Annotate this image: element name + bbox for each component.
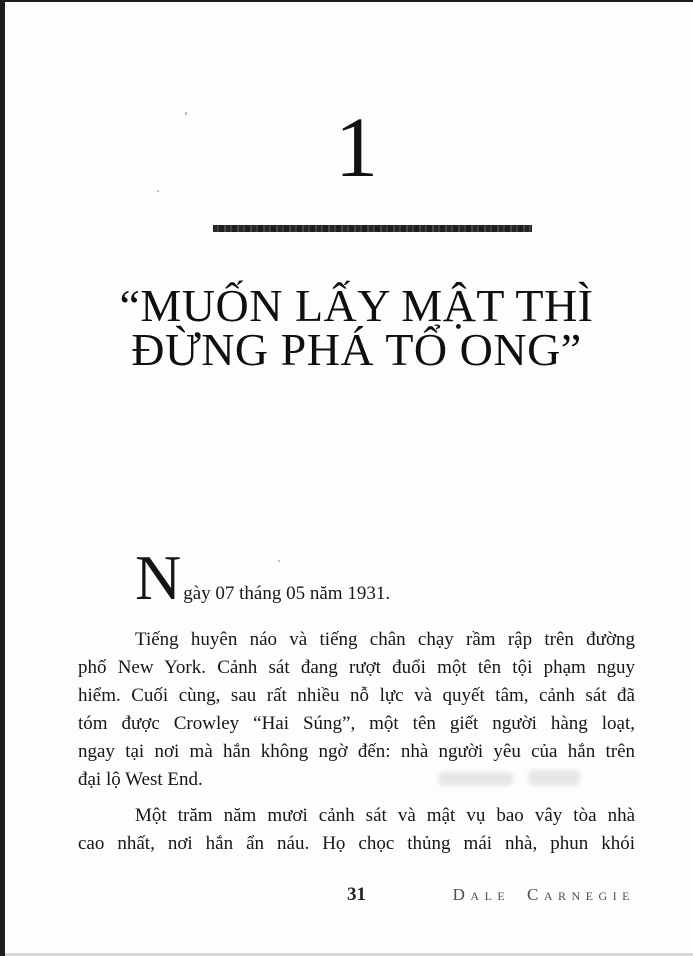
page-content [78,0,635,956]
opening-text: gày 07 tháng 05 năm 1931. [183,583,391,604]
text-line: hiểm. Cuối cùng, sau rất nhiều nỗ lực và quyết tâm, cảnh sát đã [78,685,635,706]
text-line: Tiếng huyên náo và tiếng chân chạy rầm rập trên đường [135,629,635,650]
chapter-title-line-2: ĐỪNG PHÁ TỔ ONG” [131,324,582,375]
text-line: phố New York. Cảnh sát đang rượt đuổi một tên tội phạm nguy [78,657,635,678]
drop-cap: N [135,542,184,613]
text-line: đại lộ West End. [78,769,203,790]
page-number: 31 [347,884,366,905]
opening-paragraph [135,542,391,613]
scan-edge-left [0,0,5,956]
text-line: tóm được Crowley “Hai Súng”, một tên giết người hàng loạt, [78,713,635,734]
chapter-title [68,280,645,375]
chapter-number: 1 [335,99,378,195]
page-footer [78,884,635,910]
body-paragraph [78,802,635,858]
body-paragraph [78,626,635,794]
text-line: ngay tại nơi mà hắn không ngờ đến: nhà người yêu của hắn trên [78,741,635,762]
chapter-title-line-1: “MUỐN LẤY MẬT THÌ [119,280,594,331]
text-line: Một trăm năm mươi cảnh sát và mật vụ bao vây tòa nhà [135,805,635,826]
text-line: cao nhất, nơi hắn ẩn náu. Họ chọc thủng mái nhà, phun khói [78,833,635,854]
running-author: Dale Carnegie [452,885,635,904]
